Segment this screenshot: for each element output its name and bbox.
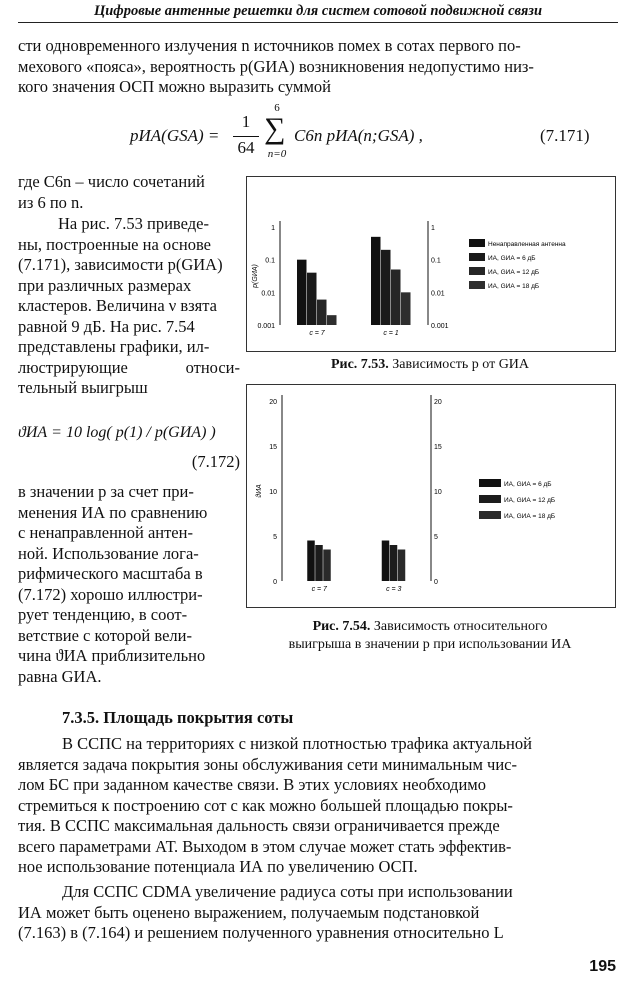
caption-number: Рис. 7.53. — [330, 357, 389, 372]
figure-7-53-caption — [246, 356, 614, 374]
y-tick-label: 5 — [273, 534, 277, 541]
page-number: 195 — [589, 958, 616, 975]
right-y-tick-label: 20 — [434, 399, 442, 406]
text-line: всего параметрами АТ. Выходом в этом случае может стать эффектив- — [18, 836, 512, 856]
bar — [381, 250, 391, 325]
legend-swatch — [479, 495, 501, 503]
legend-label: ИА, GИА = 12 дБ — [504, 497, 556, 504]
legend-swatch — [479, 511, 501, 519]
x-category-label: c = 1 — [383, 330, 399, 337]
y-tick-label: 0.1 — [265, 257, 275, 265]
intro-line: мехового «пояса», вероятность p(GИА) возникновения недопустимо низ- — [18, 56, 534, 76]
text-line: стремиться к построению сот с как можно большей площадью покры- — [18, 795, 513, 815]
bar — [391, 270, 401, 325]
y-axis-label: ϑИА — [256, 484, 263, 498]
figure-7-54 — [246, 384, 616, 608]
text-line: где C6n – число сочетаний — [18, 172, 205, 191]
left-column-a — [18, 172, 240, 213]
text-line: люстрирующие относи- — [18, 357, 240, 377]
intro-line: кого значения ОСП можно выразить суммой — [18, 77, 331, 96]
legend-label: ИА, GИА = 6 дБ — [504, 481, 552, 488]
text-line: равна GИА. — [18, 666, 102, 686]
running-title: Цифровые антенные решетки для систем сотовой подвижной связи — [93, 3, 543, 19]
formula-rhs: C6n pИА(n;GSA) , — [294, 126, 423, 145]
text-line: рует тенденцию, в соот- — [18, 605, 188, 624]
right-y-tick-label: 0.01 — [431, 290, 445, 298]
section-paragraph-1 — [18, 734, 616, 878]
bar — [317, 300, 327, 325]
chart-7-53 — [247, 177, 615, 351]
bar — [382, 541, 390, 582]
legend-label: ИА, GИА = 6 дБ — [488, 255, 536, 262]
text-line: рифмического масштаба в — [18, 564, 203, 583]
text-line: чина ϑИА приблизительно — [18, 646, 206, 665]
figure-7-54-caption — [246, 618, 614, 654]
bar — [315, 545, 323, 581]
right-y-tick-label: 1 — [431, 225, 435, 232]
right-y-tick-label: 5 — [434, 534, 438, 541]
text-line: лом БС при заданном качестве связи. В этих условиях необходимо — [18, 775, 486, 794]
legend-label: Ненаправленная антенна — [488, 241, 566, 248]
right-y-tick-label: 0.1 — [431, 257, 441, 265]
legend-label: ИА, GИА = 12 дБ — [488, 269, 540, 276]
formula-7-171 — [130, 102, 610, 166]
text-line: В ССПС на территориях с низкой плотностью трафика актуальной — [62, 734, 532, 753]
bar — [327, 315, 337, 325]
text-line: менения ИА по сравнению — [18, 502, 208, 522]
x-category-label: c = 3 — [386, 586, 402, 593]
legend-label: ИА, GИА = 18 дБ — [488, 283, 540, 290]
caption-text-2: выигрыша в значении p при использовании ИА — [288, 637, 572, 652]
text-line: (7.172) хорошо иллюстри- — [18, 584, 203, 604]
y-tick-label: 1 — [271, 225, 275, 232]
fraction-numerator: 1 — [241, 112, 251, 131]
legend-swatch — [469, 281, 485, 289]
formula-7-172: ϑИА = 10 log( p(1) / p(GИА) ) — [18, 424, 216, 441]
y-tick-label: 20 — [269, 399, 277, 406]
right-y-tick-label: 0.001 — [431, 323, 449, 330]
bar — [401, 292, 411, 325]
running-header — [18, 2, 618, 23]
fraction-denominator: 64 — [237, 138, 255, 157]
intro-line: сти одновременного излучения n источников помех в сотах первого по- — [18, 36, 521, 55]
right-y-tick-label: 15 — [434, 444, 442, 451]
fraction-line — [233, 136, 259, 137]
text-line: из 6 по n. — [18, 192, 84, 212]
text-line: (7.163) в (7.164) и решением полученного уравнения относительно L — [18, 923, 504, 942]
section-paragraph-2 — [18, 882, 616, 944]
legend-swatch — [469, 267, 485, 275]
bar — [307, 541, 315, 582]
figure-7-53 — [246, 176, 616, 352]
text-line: является задача покрытия зоны обслуживания сети минимальным чис- — [18, 754, 517, 774]
text-line: ветствие с которой вели- — [18, 625, 192, 645]
text-line: ны, построенные на основе — [18, 234, 211, 254]
sum-upper: 6 — [274, 102, 280, 114]
formula-lhs: pИА(GSA) = — [130, 126, 220, 145]
bar — [390, 545, 398, 581]
y-tick-label: 0.01 — [261, 290, 275, 298]
text-line: ной. Использование лога- — [18, 543, 199, 563]
y-tick-label: 10 — [269, 489, 277, 496]
legend-label: ИА, GИА = 18 дБ — [504, 513, 556, 520]
bar — [398, 550, 406, 582]
bar — [297, 260, 307, 325]
bar — [371, 237, 381, 325]
y-tick-label: 0 — [273, 579, 277, 586]
y-tick-label: 15 — [269, 444, 277, 451]
left-column-c — [18, 482, 240, 687]
bar — [307, 273, 317, 325]
text-line: тия. В ССПС максимальная дальность связи ограничивается прежде — [18, 816, 500, 835]
legend-swatch — [469, 253, 485, 261]
section-heading: 7.3.5. Площадь покрытия соты — [62, 708, 294, 727]
text-line: ное использование потенциала ИА по увеличению ОСП. — [18, 857, 418, 876]
right-y-tick-label: 10 — [434, 489, 442, 496]
text-line: На рис. 7.53 приведе- — [58, 214, 209, 233]
intro-paragraph — [18, 36, 616, 98]
text-line: при различных размерах — [18, 275, 192, 295]
equation-number: (7.172) — [191, 452, 240, 471]
caption-text: Зависимость p от GИА — [392, 357, 530, 372]
text-line: равной 9 дБ. На рис. 7.54 — [18, 316, 195, 336]
bar — [323, 550, 331, 582]
text-line: в значении p за счет при- — [18, 482, 194, 501]
legend-swatch — [469, 239, 485, 247]
y-tick-label: 0.001 — [257, 323, 275, 330]
text-line: представлены графики, ил- — [18, 337, 210, 356]
text-line: с ненаправленной антен- — [18, 523, 193, 542]
chart-7-54 — [247, 385, 615, 607]
sum-lower: n=0 — [267, 148, 287, 160]
text-line: Для ССПС CDMA увеличение радиуса соты при использовании — [62, 882, 513, 901]
legend-swatch — [479, 479, 501, 487]
text-line: кластеров. Величина ν взята — [18, 296, 217, 315]
right-y-tick-label: 0 — [434, 579, 438, 586]
x-category-label: c = 7 — [309, 330, 325, 337]
caption-number: Рис. 7.54. — [312, 619, 371, 634]
left-column-b — [18, 214, 240, 399]
text-line: ИА может быть оценено выражением, получаемым подстановкой — [18, 902, 480, 922]
text-line: (7.171), зависимости p(GИА) — [18, 255, 223, 274]
equation-number: (7.171) — [540, 126, 590, 145]
y-axis-label: p(GИА) — [252, 264, 259, 288]
sum-sign: ∑ — [264, 112, 286, 145]
text-line: тельный выигрыш — [18, 378, 148, 397]
x-category-label: c = 7 — [311, 586, 327, 593]
caption-text: Зависимость относительного — [373, 619, 548, 634]
